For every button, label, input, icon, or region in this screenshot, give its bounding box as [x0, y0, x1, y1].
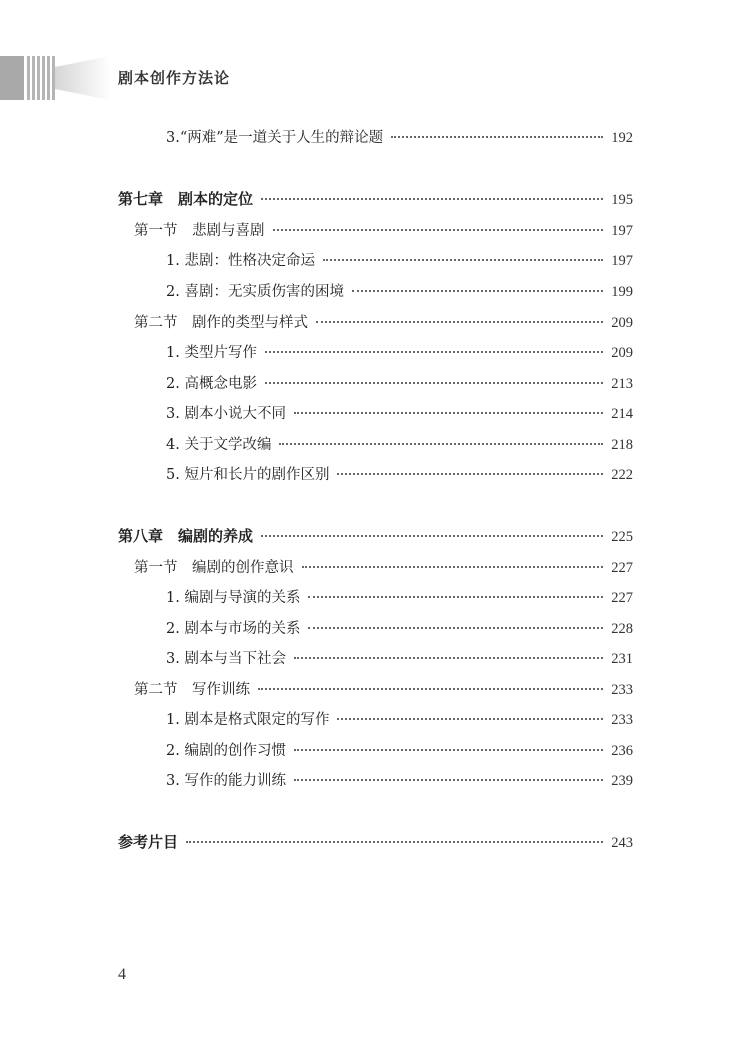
toc-entry-label: 第一节 编剧的创作意识 — [134, 560, 294, 576]
toc-entry-page: 233 — [611, 682, 633, 698]
toc-entry — [0, 433, 750, 463]
toc-entry-label: 第一节 悲剧与喜剧 — [134, 223, 265, 239]
toc-entry-label: 第八章 编剧的养成 — [118, 527, 254, 545]
toc-entry-page: 209 — [611, 345, 633, 361]
book-title: 剧本创作方法论 — [118, 69, 231, 87]
toc-entry — [0, 372, 750, 402]
toc-entry-page: 213 — [611, 376, 633, 392]
toc-entry-page: 222 — [611, 467, 633, 483]
toc-entry-label: 第二节 剧作的类型与样式 — [134, 315, 308, 331]
toc-entry — [0, 463, 750, 493]
toc-entry-page: 243 — [611, 835, 633, 851]
toc-leader-dots — [294, 779, 603, 781]
toc-entry — [0, 617, 750, 647]
toc-entry-label: 第二节 写作训练 — [134, 682, 250, 698]
toc-entry — [0, 341, 750, 371]
toc-entry-label: 2. 剧本与市场的关系 — [166, 621, 301, 637]
toc-leader-dots — [258, 688, 603, 690]
toc-entry-page: 209 — [611, 315, 633, 331]
toc-entry-page: 192 — [611, 130, 633, 146]
toc-entry — [0, 525, 750, 555]
toc-entry-page: 197 — [611, 223, 633, 239]
toc-leader-dots — [279, 443, 603, 445]
toc-entry-label: 5. 短片和长片的剧作区别 — [166, 467, 330, 483]
toc-leader-dots — [391, 136, 603, 138]
toc-entry-page: 225 — [611, 529, 633, 545]
toc-entry-label: 3. 剧本小说大不同 — [166, 406, 286, 422]
page-number: 4 — [118, 966, 126, 983]
toc-entry-label: 2. 喜剧：无实质伤害的困境 — [166, 284, 344, 300]
toc-leader-dots — [323, 259, 603, 261]
toc-entry-page: 233 — [611, 712, 633, 728]
toc-entry-page: 236 — [611, 743, 633, 759]
toc-entry — [0, 280, 750, 310]
toc-entry-label: 第七章 剧本的定位 — [118, 190, 254, 208]
toc-entry-label: 4. 关于文学改编 — [166, 437, 272, 453]
toc-leader-dots — [308, 627, 603, 629]
toc-entry — [0, 219, 750, 249]
toc-entry-page: 197 — [611, 253, 633, 269]
toc-entry-label: 2. 高概念电影 — [166, 376, 257, 392]
toc-entry — [0, 739, 750, 769]
toc-entry-label: 1. 剧本是格式限定的写作 — [166, 712, 330, 728]
toc-leader-dots — [352, 290, 603, 292]
toc-entry-label: 3. 剧本与当下社会 — [166, 651, 286, 667]
toc-entry — [0, 311, 750, 341]
toc-leader-dots — [294, 657, 603, 659]
toc-entry-page: 227 — [611, 560, 633, 576]
toc-entry-label: 1. 悲剧：性格决定命运 — [166, 253, 315, 269]
running-header — [0, 56, 750, 100]
toc-leader-dots — [294, 412, 603, 414]
toc-entry — [0, 586, 750, 616]
toc-entry-page: 227 — [611, 590, 633, 606]
toc-entry-page: 231 — [611, 651, 633, 667]
toc-leader-dots — [186, 841, 603, 843]
toc-leader-dots — [337, 473, 603, 475]
toc-entry — [0, 678, 750, 708]
toc-entry-page: 218 — [611, 437, 633, 453]
toc-leader-dots — [265, 351, 603, 353]
toc-entry-label: 1. 类型片写作 — [166, 345, 257, 361]
toc-entry — [0, 402, 750, 432]
toc-entry — [0, 769, 750, 799]
toc-entry-label: 3.“两难”是一道关于人生的辩论题 — [166, 130, 384, 146]
toc-entry-page: 239 — [611, 773, 633, 789]
toc-leader-dots — [316, 321, 603, 323]
toc-entry — [0, 249, 750, 279]
toc-leader-dots — [294, 749, 603, 751]
toc-leader-dots — [261, 198, 603, 200]
toc-entry — [0, 188, 750, 218]
header-decoration-stripes — [27, 56, 55, 100]
toc-leader-dots — [273, 229, 604, 231]
toc-entry — [0, 556, 750, 586]
toc-leader-dots — [261, 535, 603, 537]
toc-leader-dots — [337, 718, 603, 720]
toc-entry — [0, 831, 750, 861]
toc-leader-dots — [308, 596, 603, 598]
toc-entry-page: 228 — [611, 621, 633, 637]
toc-entry-label: 参考片目 — [118, 833, 179, 851]
toc-entry — [0, 126, 750, 156]
toc-entry-label: 1. 编剧与导演的关系 — [166, 590, 301, 606]
toc-entry-page: 199 — [611, 284, 633, 300]
header-decoration-beam — [55, 56, 110, 100]
toc-entry — [0, 708, 750, 738]
toc-leader-dots — [265, 382, 603, 384]
toc-entry-page: 214 — [611, 406, 633, 422]
toc-leader-dots — [302, 566, 604, 568]
toc-entry-label: 3. 写作的能力训练 — [166, 773, 286, 789]
toc-entry — [0, 647, 750, 677]
toc-entry-label: 2. 编剧的创作习惯 — [166, 743, 286, 759]
header-decoration-block — [0, 56, 24, 100]
toc-entry-page: 195 — [611, 192, 633, 208]
